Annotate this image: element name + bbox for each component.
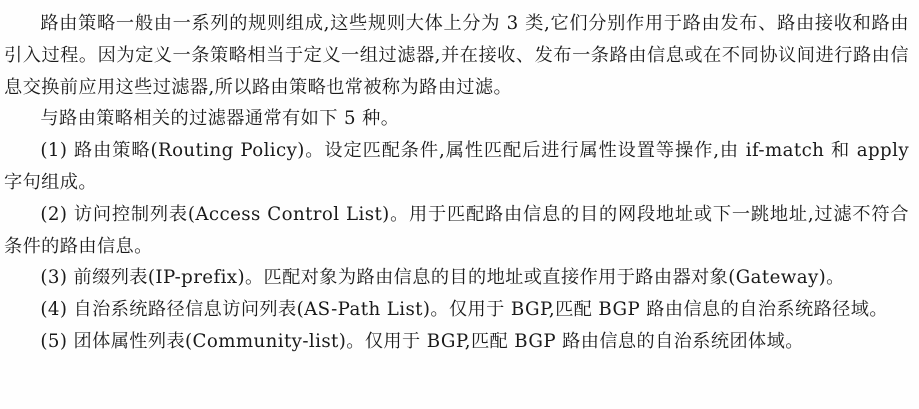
paragraph-item-as-path-list: (4) 自治系统路径信息访问列表(AS-Path List)。仅用于 BGP,匹配 BGP 路由信息的自治系统路径域。 bbox=[40, 299, 888, 321]
paragraph-item-routing-policy: (1) 路由策略(Routing Policy)。设定匹配条件,属性匹配后进行属性设置等操作,由 if-match 和 apply 字句组成。 bbox=[4, 140, 909, 193]
paragraph-intro: 路由策略一般由一系列的规则组成,这些规则大体上分为 3 类,它们分别作用于路由发布、路由接收和路由引入过程。因为定义一条策略相当于定义一组过滤器,并在接收、发布一条路由信息或在不同协议间进行路由信息交换前应用这些过滤器,所以路由策略也常被称为路由过滤。 bbox=[4, 13, 909, 98]
paragraph-filter-types: 与路由策略相关的过滤器通常有如下 5 种。 bbox=[40, 108, 400, 130]
paragraph-item-ip-prefix: (3) 前缀列表(IP-prefix)。匹配对象为路由信息的目的地址或直接作用于路由器对象(Gateway)。 bbox=[40, 267, 845, 289]
paragraph-item-community-list: (5) 团体属性列表(Community-list)。仅用于 BGP,匹配 BGP 路由信息的自治系统团体域。 bbox=[40, 330, 804, 352]
paragraph-item-access-control-list: (2) 访问控制列表(Access Control List)。用于匹配路由信息的目的网段地址或下一跳地址,过滤不符合条件的路由信息。 bbox=[4, 203, 909, 257]
